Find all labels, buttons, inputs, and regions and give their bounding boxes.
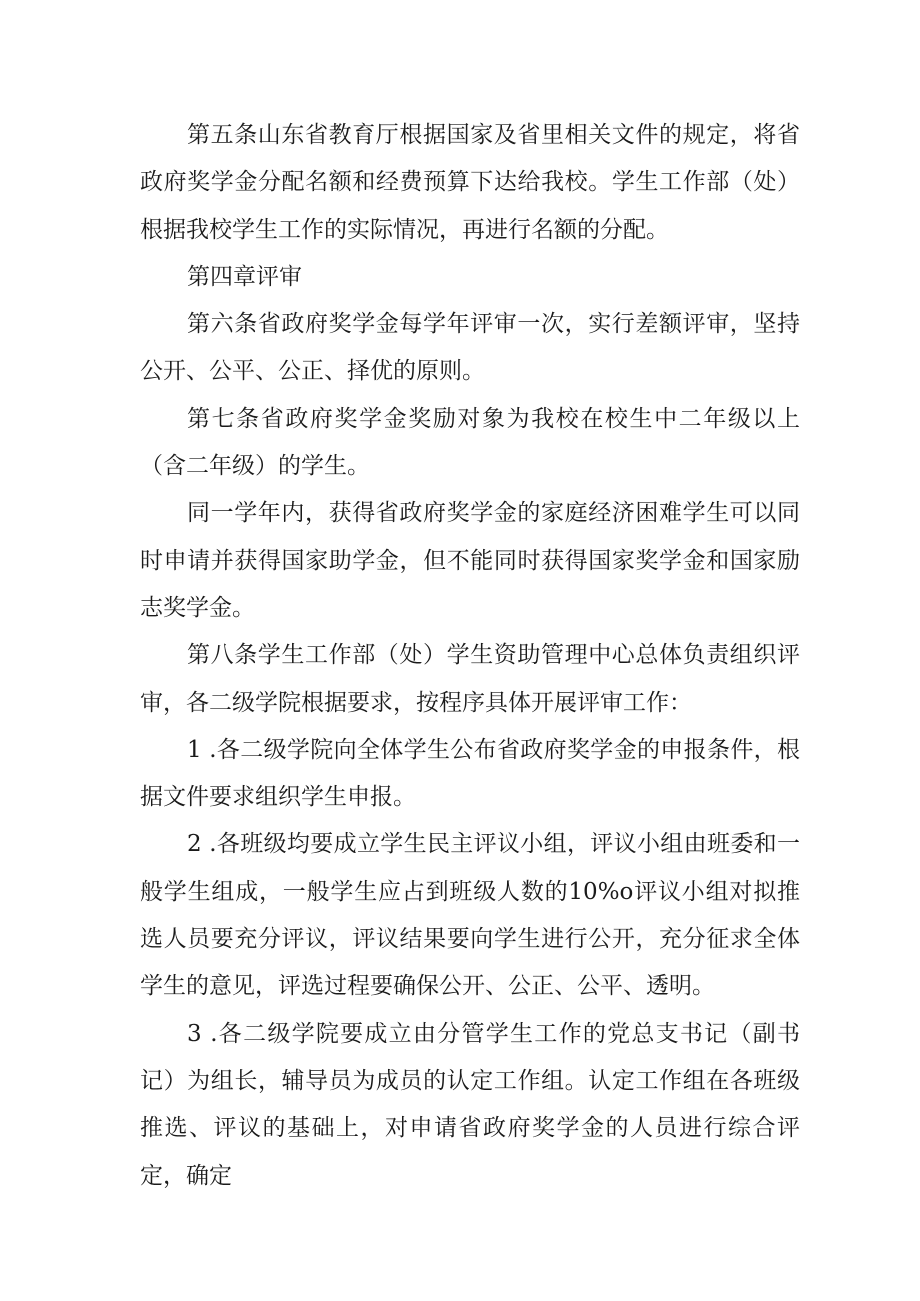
paragraph-same-year: 同一学年内，获得省政府奖学金的家庭经济困难学生可以同时申请并获得国家助学金，但不能同时获得国家奖学金和国家励志奖学金。 [140, 500, 800, 621]
paragraph-article-8: 第八条学生工作部（处）学生资助管理中心总体负责组织评审，各二级学院根据要求，按程序具体开展评审工作： [140, 642, 800, 716]
list-item-2: 2 .各班级均要成立学生民主评议小组，评议小组由班委和一般学生组成，一般学生应占到班级人数的10%o评议小组对拟推选人员要充分评议，评议结果要向学生进行公开，充分征求全体学生的意见，评选过程要确保公开、公正、公平、透明。 [140, 831, 800, 1000]
paragraph-article-7: 第七条省政府奖学金奖励对象为我校在校生中二年级以上（含二年级）的学生。 [140, 405, 800, 480]
list-item-3: 3 .各二级学院要成立由分管学生工作的党总支书记（副书记）为组长，辅导员为成员的认定工作组。认定工作组在各班级推选、评议的基础上，对申请省政府奖学金的人员进行综合评定，确定 [140, 1020, 800, 1189]
document-body [140, 112, 800, 1200]
paragraph-article-5: 第五条山东省教育厅根据国家及省里相关文件的规定，将省政府奖学金分配名额和经费预算下达给我校。学生工作部（处）根据我校学生工作的实际情况，再进行名额的分配。 [140, 122, 800, 243]
chapter-heading: 第四章评审 [187, 263, 302, 290]
paragraph-article-6: 第六条省政府奖学金每学年评审一次，实行差额评审，坚持公开、公平、公正、择优的原则。 [140, 311, 800, 385]
list-item-1: 1 .各二级学院向全体学生公布省政府奖学金的申报条件，根据文件要求组织学生申报。 [140, 736, 800, 811]
